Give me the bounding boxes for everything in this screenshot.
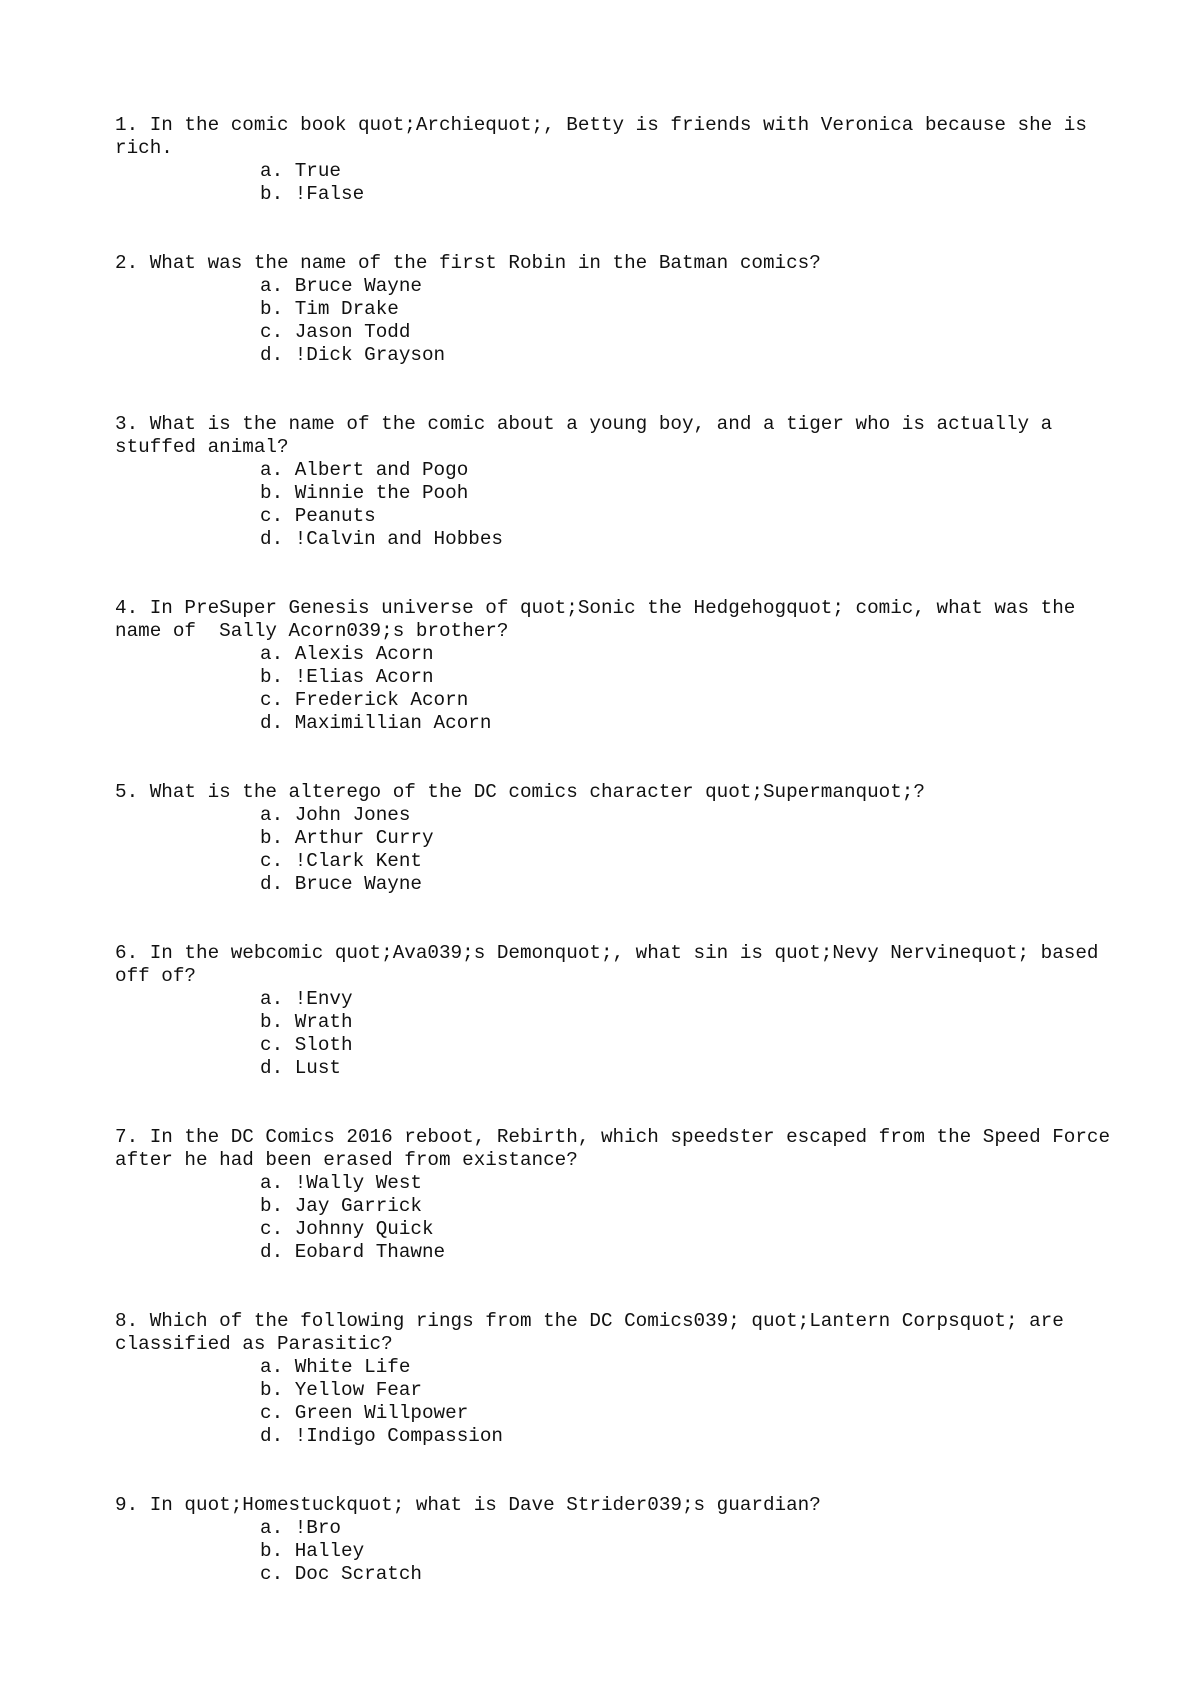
answer-option: b. Arthur Curry bbox=[260, 827, 434, 849]
answer-option: b. Wrath bbox=[260, 1011, 353, 1033]
answer-option: a. Bruce Wayne bbox=[260, 275, 422, 297]
answer-option: a. True bbox=[260, 160, 341, 182]
answer-option: b. !Elias Acorn bbox=[260, 666, 434, 688]
question-5 bbox=[115, 781, 1115, 896]
answer-option: b. Winnie the Pooh bbox=[260, 482, 469, 504]
answer-options bbox=[115, 275, 1115, 367]
question-text: 8. Which of the following rings from the DC Comics039; quot;Lantern Corpsquot; are classified as Parasitic? bbox=[115, 1310, 1076, 1355]
question-text: 1. In the comic book quot;Archiequot;, Betty is friends with Veronica because she is rich. bbox=[115, 114, 1099, 159]
answer-option: c. Doc Scratch bbox=[260, 1563, 422, 1585]
question-7 bbox=[115, 1126, 1122, 1264]
answer-option: c. !Clark Kent bbox=[260, 850, 422, 872]
answer-option: c. Peanuts bbox=[260, 505, 376, 527]
answer-option: c. Frederick Acorn bbox=[260, 689, 469, 711]
answer-option: c. Johnny Quick bbox=[260, 1218, 434, 1240]
question-8 bbox=[115, 1310, 1115, 1448]
answer-option: d. Maximillian Acorn bbox=[260, 712, 492, 734]
answer-option: c. Green Willpower bbox=[260, 1402, 469, 1424]
answer-option: a. Albert and Pogo bbox=[260, 459, 469, 481]
answer-options bbox=[115, 643, 1115, 735]
answer-option: b. Yellow Fear bbox=[260, 1379, 422, 1401]
answer-option: b. Tim Drake bbox=[260, 298, 399, 320]
answer-option: d. !Dick Grayson bbox=[260, 344, 446, 366]
answer-options bbox=[115, 1517, 1115, 1586]
answer-option: d. Eobard Thawne bbox=[260, 1241, 446, 1263]
question-text: 7. In the DC Comics 2016 reboot, Rebirth, which speedster escaped from the Speed Force after he had been erased from existance? bbox=[115, 1126, 1122, 1171]
answer-option: b. Jay Garrick bbox=[260, 1195, 422, 1217]
question-9 bbox=[115, 1494, 1115, 1586]
answer-option: c. Sloth bbox=[260, 1034, 353, 1056]
question-text: 4. In PreSuper Genesis universe of quot;Sonic the Hedgehogquot; comic, what was the name of Sally Acorn039;s brother? bbox=[115, 597, 1087, 642]
answer-option: a. !Bro bbox=[260, 1517, 341, 1539]
answer-options bbox=[115, 160, 1115, 206]
answer-options bbox=[115, 804, 1115, 896]
answer-option: b. Halley bbox=[260, 1540, 365, 1562]
question-2 bbox=[115, 252, 1115, 367]
answer-option: d. Lust bbox=[260, 1057, 341, 1079]
answer-option: a. !Wally West bbox=[260, 1172, 422, 1194]
question-4 bbox=[115, 597, 1115, 735]
question-6 bbox=[115, 942, 1115, 1080]
answer-option: a. John Jones bbox=[260, 804, 411, 826]
answer-option: b. !False bbox=[260, 183, 365, 205]
question-text: 3. What is the name of the comic about a young boy, and a tiger who is actually a stuffed animal? bbox=[115, 413, 1064, 458]
answer-options bbox=[115, 1356, 1115, 1448]
answer-option: a. Alexis Acorn bbox=[260, 643, 434, 665]
answer-options bbox=[115, 459, 1115, 551]
question-1 bbox=[115, 114, 1115, 206]
answer-option: a. White Life bbox=[260, 1356, 411, 1378]
answer-option: c. Jason Todd bbox=[260, 321, 411, 343]
question-text: 5. What is the alterego of the DC comics character quot;Supermanquot;? bbox=[115, 781, 925, 803]
answer-option: a. !Envy bbox=[260, 988, 353, 1010]
question-text: 9. In quot;Homestuckquot; what is Dave Strider039;s guardian? bbox=[115, 1494, 821, 1516]
answer-options bbox=[115, 1172, 1115, 1264]
answer-option: d. !Calvin and Hobbes bbox=[260, 528, 503, 550]
answer-option: d. !Indigo Compassion bbox=[260, 1425, 503, 1447]
answer-options bbox=[115, 988, 1115, 1080]
question-text: 6. In the webcomic quot;Ava039;s Demonquot;, what sin is quot;Nevy Nervinequot; based off of? bbox=[115, 942, 1111, 987]
question-text: 2. What was the name of the first Robin in the Batman comics? bbox=[115, 252, 821, 274]
question-3 bbox=[115, 413, 1115, 551]
answer-option: d. Bruce Wayne bbox=[260, 873, 422, 895]
